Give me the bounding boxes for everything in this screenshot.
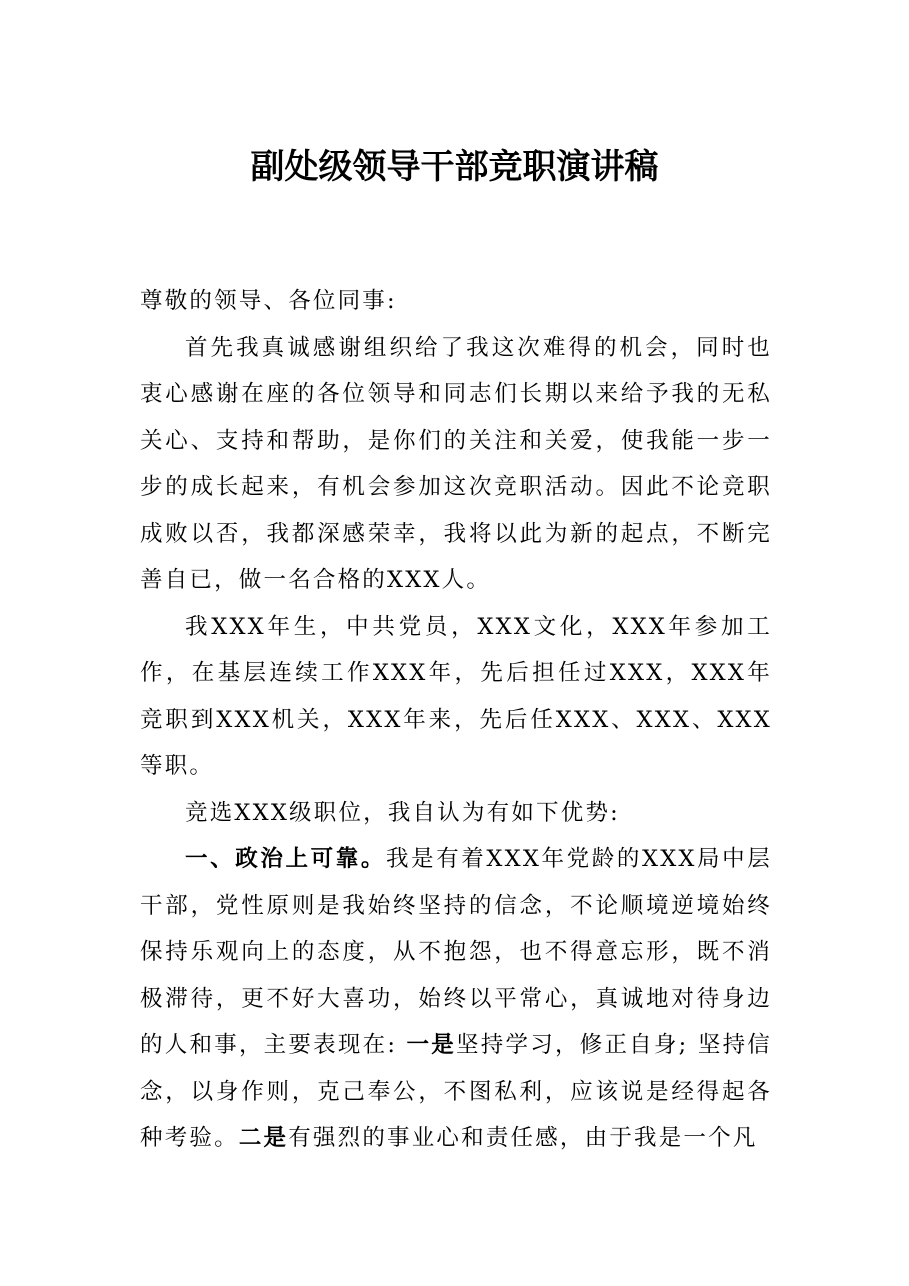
paragraph-text: 坚持学习，修正自身; 坚持信念，以身作则，克己奉公，不图私利，应该说是经得起各种考验。 [140, 1032, 772, 1151]
document-body [140, 278, 772, 1162]
document-title: 副处级领导干部竞职演讲稿 [250, 147, 659, 187]
point-marker-first: 一是 [406, 1032, 457, 1058]
paragraph-text: 我是有着XXX年党龄的XXX局中层干部，党性原则是我始终坚持的信念，不论顺境逆境始终保持乐观向上的态度，从不抱怨，也不得意忘形，既不消极滞待，更不好大喜功，始终以平常心，真诚地对待身边的人和事，主要表现在: [140, 846, 772, 1058]
paragraph-gratitude: 首先我真诚感谢组织给了我这次难得的机会，同时也衷心感谢在座的各位领导和同志们长期以来给予我的无私关心、支持和帮助，是你们的关注和关爱，使我能一步一步的成长起来，有机会参加这次竞职活动。因此不论竞职成败以否，我都深感荣幸，我将以此为新的起点，不断完善自已，做一名合格的XXX人。 [140, 334, 772, 593]
paragraph-advantages-intro: 竞选XXX级职位，我自认为有如下优势: [185, 799, 620, 826]
salutation: 尊敬的领导、各位同事: [140, 288, 397, 314]
section-heading: 一、政治上可靠。 [185, 846, 386, 872]
paragraph-political-reliability [140, 836, 772, 1162]
point-marker-second: 二是 [238, 1125, 289, 1151]
paragraph-background: 我XXX年生，中共党员，XXX文化，XXX年参加工作，在基层连续工作XXX年，先后担任过XXX，XXX年竞职到XXX机关，XXX年来，先后任XXX、XXX、XXX等职。 [140, 613, 772, 779]
paragraph-text: 有强烈的事业心和责任感，由于我是一个凡 [288, 1125, 758, 1151]
